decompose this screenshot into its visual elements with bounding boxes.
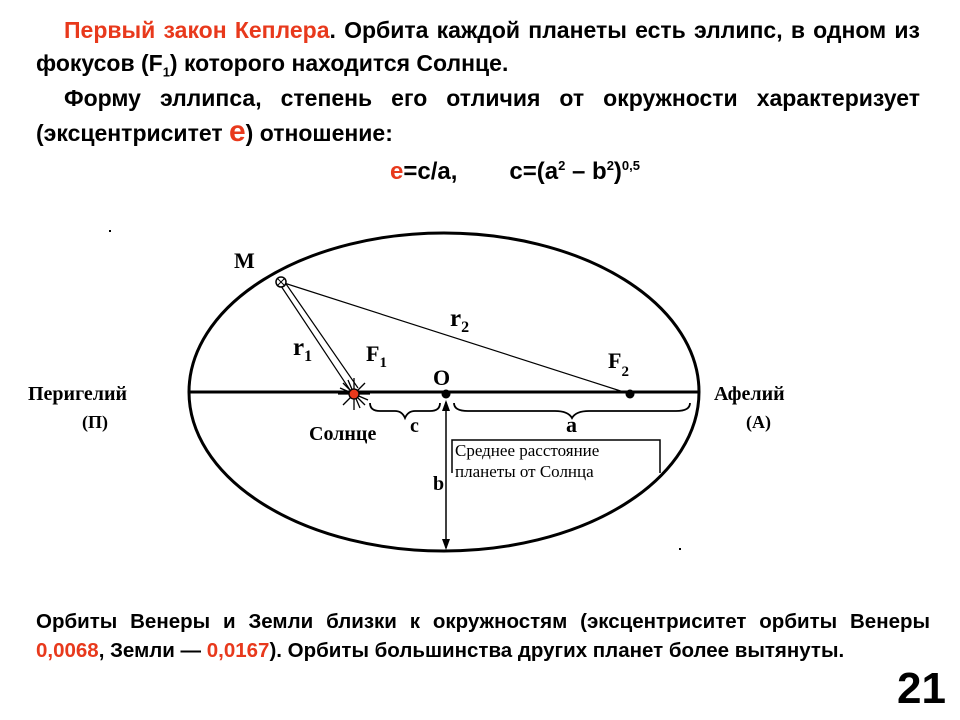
- label-b: b: [433, 473, 445, 495]
- label-perihelion: Перигелий: [28, 383, 128, 405]
- r2-line: [281, 282, 630, 394]
- mean-distance-line1: Среднее расстояние: [455, 441, 600, 460]
- formula-e: е: [390, 158, 404, 185]
- formula-e-rest: =с/а,: [403, 158, 458, 185]
- mean-distance-line2: планеты от Солнца: [455, 462, 594, 481]
- ecc-text: Форму эллипса, степень его отличия от окружности характеризует (эксцентриситет: [36, 85, 920, 146]
- formula-exp2: 2: [606, 158, 614, 173]
- slide-number: 21: [897, 664, 946, 713]
- formula-exp3: 0,5: [621, 158, 640, 173]
- law-text: . Орбита каждой планеты есть эллипс, в одном из фокусов (F: [36, 17, 920, 76]
- venus-eccentricity: 0,0068: [36, 639, 99, 662]
- note-text-3: ). Орбиты большинства других планет более вытянуты.: [269, 639, 845, 662]
- law-focus-sub: 1: [162, 64, 170, 80]
- formula-exp1: 2: [558, 158, 566, 173]
- center-point: [442, 390, 451, 399]
- label-o: O: [433, 365, 451, 390]
- formula-minus: – b: [565, 158, 607, 185]
- earth-eccentricity: 0,0167: [206, 639, 270, 662]
- brace-c: [370, 403, 440, 418]
- law-text-end: ) которого находится Солнце.: [169, 50, 509, 76]
- label-m: M: [234, 248, 255, 273]
- r1-line-a: [279, 283, 350, 390]
- ecc-symbol: е: [228, 115, 246, 148]
- label-aphelion-abbr: (А): [746, 412, 771, 432]
- formula-c: с=(а: [509, 158, 559, 185]
- formula-close: ): [613, 158, 622, 185]
- label-aphelion: Афелий: [714, 383, 785, 405]
- note-text-1: Орбиты Венеры и Земли близки к окружностям (эксцентриситет орбиты Венеры: [36, 610, 930, 633]
- sun-icon: [338, 378, 370, 410]
- law-title: Первый закон Кеплера: [64, 17, 330, 43]
- label-a: a: [566, 412, 577, 437]
- venus-earth-note: [36, 607, 930, 665]
- label-sun: Солнце: [309, 423, 377, 445]
- label-r2: $r_2$: [450, 305, 470, 336]
- focus-2-point: [626, 390, 635, 399]
- ecc-text-end: ) отношение:: [245, 120, 393, 146]
- label-f2: $F_2$: [608, 348, 629, 380]
- label-r1: $r_1$: [293, 334, 313, 365]
- label-f1: $F_1$: [366, 341, 387, 371]
- label-perihelion-abbr: (П): [82, 412, 108, 432]
- note-text-2: , Земли —: [98, 639, 207, 662]
- label-c: c: [410, 415, 419, 437]
